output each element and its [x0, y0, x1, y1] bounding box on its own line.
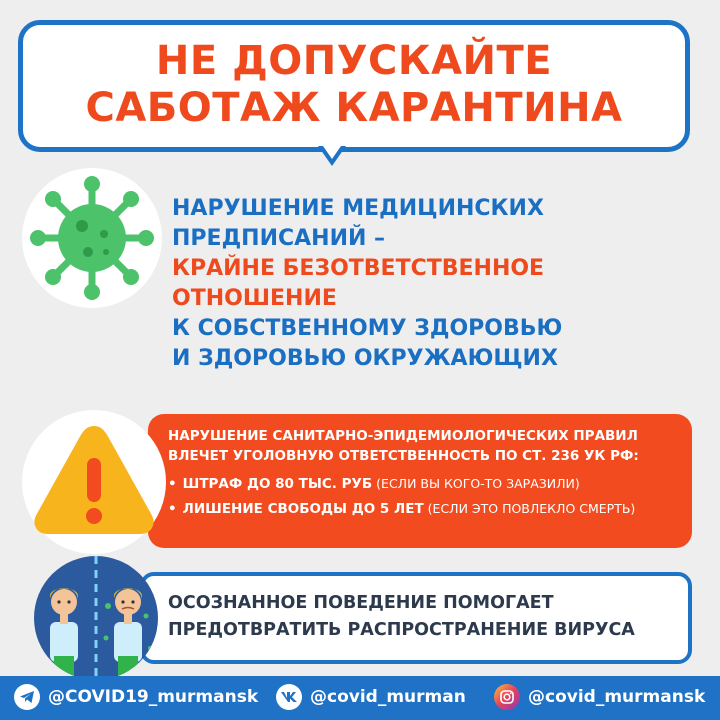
- warning-heading-1: НАРУШЕНИЕ САНИТАРНО-ЭПИДЕМИОЛОГИЧЕСКИХ ПРАВИЛ: [168, 428, 638, 444]
- penalty-fine: ШТРАФ ДО 80 ТЫС. РУБ: [182, 476, 373, 492]
- behavior-text: [168, 590, 688, 644]
- warning-text: [168, 426, 688, 524]
- footer-instagram[interactable]: [494, 684, 705, 710]
- vk-handle: @covid_murman: [310, 687, 466, 707]
- list-item: [168, 474, 688, 494]
- penalty-fine-condition: (ЕСЛИ ВЫ КОГО-ТО ЗАРАЗИЛИ): [376, 476, 580, 491]
- instagram-icon: [494, 684, 520, 710]
- virus-icon: [22, 168, 162, 308]
- bullet-dot: •: [168, 476, 177, 492]
- statement-text: [172, 194, 692, 374]
- bubble-tail-inner: [323, 146, 341, 159]
- instagram-handle: @covid_murmansk: [528, 687, 706, 707]
- telegram-handle: @COVID19_murmansk: [48, 687, 259, 707]
- warning-icon: [30, 418, 158, 546]
- page-title: [18, 38, 690, 132]
- footer-telegram[interactable]: [14, 684, 258, 710]
- warning-bullets: [168, 474, 688, 519]
- statement-line-4: ОТНОШЕНИЕ: [172, 286, 337, 311]
- people-illustration: [34, 556, 158, 680]
- bullet-dot: •: [168, 501, 177, 517]
- statement-line-6: И ЗДОРОВЬЮ ОКРУЖАЮЩИХ: [172, 346, 558, 371]
- penalty-prison: ЛИШЕНИЕ СВОБОДЫ ДО 5 ЛЕТ: [182, 501, 424, 517]
- title-line-1: НЕ ДОПУСКАЙТЕ: [155, 38, 553, 84]
- footer-bar: [0, 676, 720, 720]
- vk-icon: [276, 684, 302, 710]
- footer-vk[interactable]: [276, 684, 466, 710]
- behavior-line-2: ПРЕДОТВРАТИТЬ РАСПРОСТРАНЕНИЕ ВИРУСА: [168, 620, 635, 640]
- statement-line-2: ПРЕДПИСАНИЙ –: [172, 226, 386, 251]
- list-item: [168, 499, 688, 519]
- statement-line-3: КРАЙНЕ БЕЗОТВЕТСТВЕННОЕ: [172, 256, 545, 281]
- warning-heading-2: ВЛЕЧЕТ УГОЛОВНУЮ ОТВЕТСТВЕННОСТЬ ПО СТ. 236 УК РФ:: [168, 448, 639, 464]
- behavior-line-1: ОСОЗНАННОЕ ПОВЕДЕНИЕ ПОМОГАЕТ: [168, 593, 554, 613]
- people-icon: [34, 556, 158, 680]
- penalty-prison-condition: (ЕСЛИ ЭТО ПОВЛЕКЛО СМЕРТЬ): [427, 501, 636, 516]
- statement-line-1: НАРУШЕНИЕ МЕДИЦИНСКИХ: [172, 196, 544, 221]
- telegram-icon: [14, 684, 40, 710]
- statement-line-5: К СОБСТВЕННОМУ ЗДОРОВЬЮ: [172, 316, 563, 341]
- title-line-2: САБОТАЖ КАРАНТИНА: [85, 85, 623, 131]
